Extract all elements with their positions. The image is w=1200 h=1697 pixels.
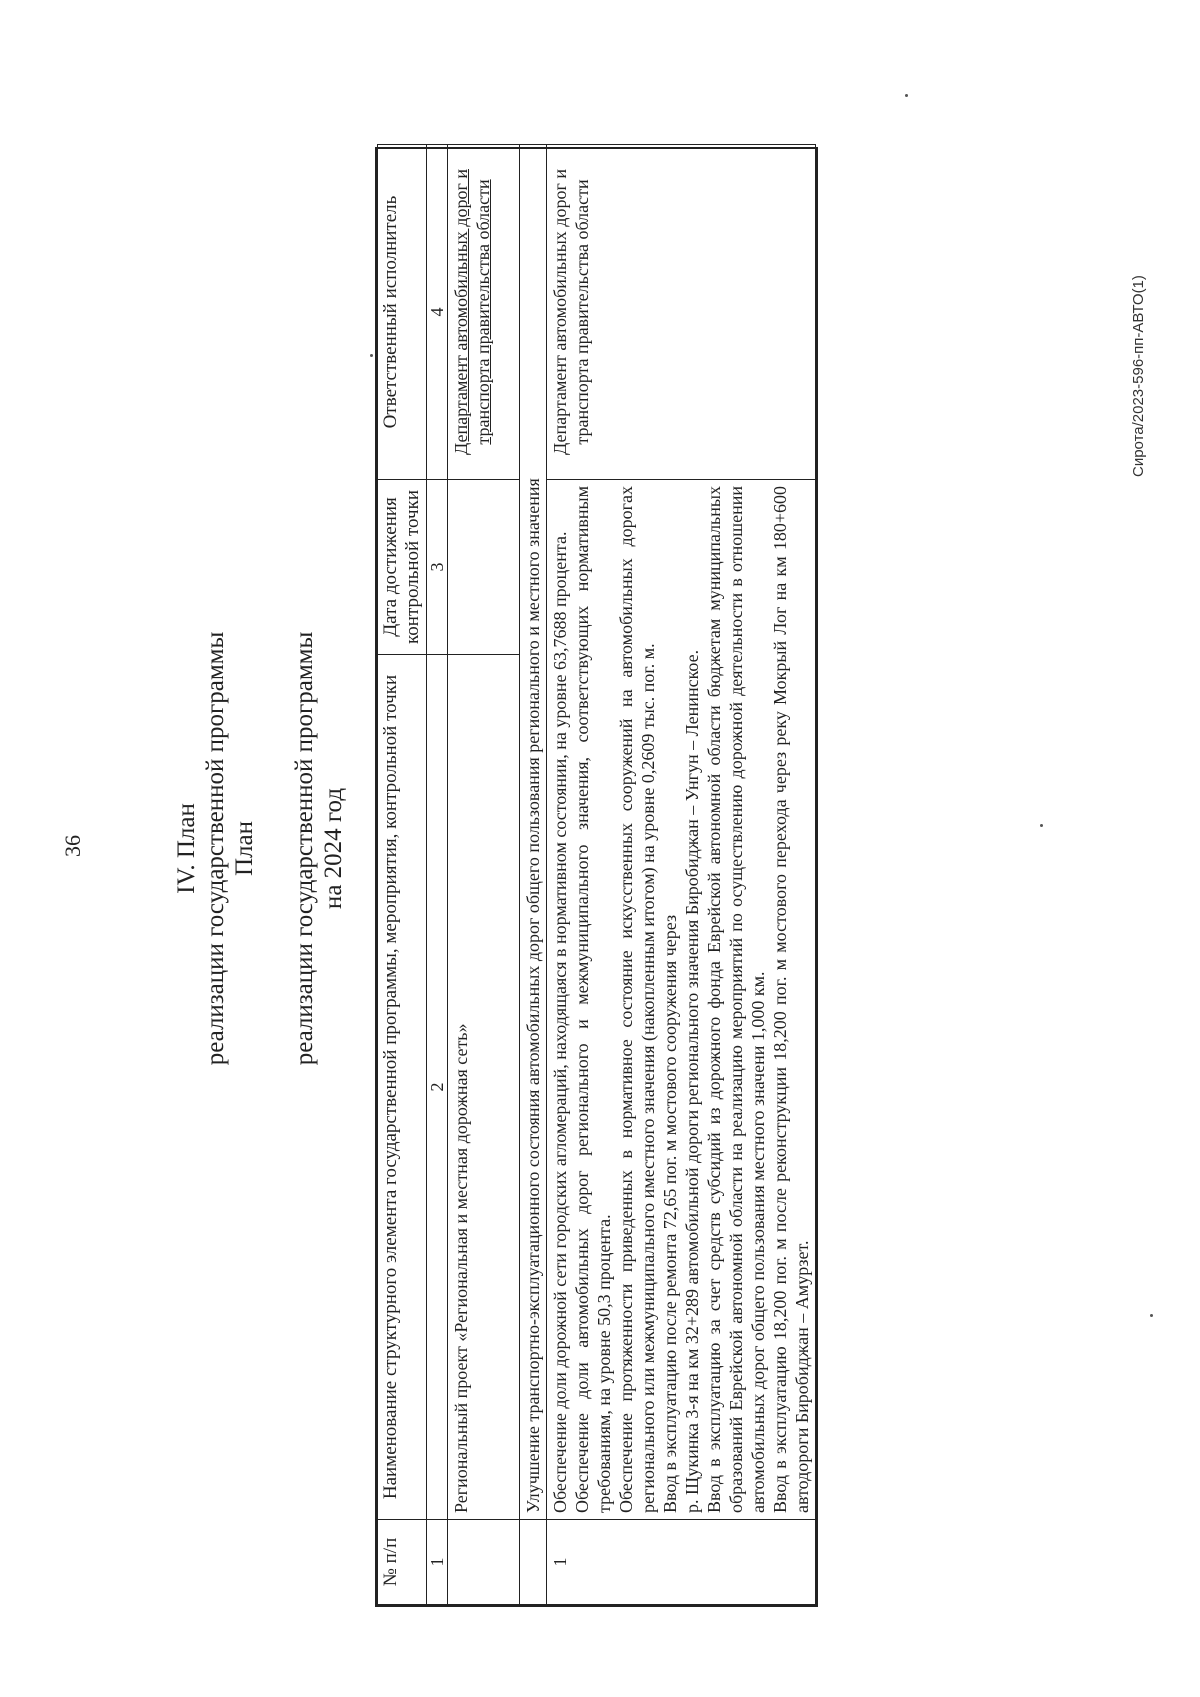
item-line: Ввод в эксплуатацию 18,200 пог. м после реконструкции 18,200 пог. м мостового перехода через реку Мокрый Лог на км 180+600 автодороги Биробиджан – Амурзет. (770, 486, 812, 1513)
scan-speck (1040, 824, 1043, 827)
col-number: 1 (427, 1520, 448, 1605)
title-line: План (231, 821, 258, 877)
table-header-row (378, 145, 427, 1605)
goal-num-cell (520, 1520, 547, 1605)
scan-speck (370, 354, 373, 357)
page-number: 36 (60, 835, 85, 857)
item-line: Обеспечение доли автомобильных дорог регионального и межмуниципального значения, соответствующих нормативным требованиям, на уровне 50,3 процента. (572, 486, 614, 1513)
header-name: Наименование структурного элемента государственной программы, мероприятия, контрольной точки (378, 655, 427, 1520)
header-date: Дата достижения контрольной точки (378, 480, 427, 655)
item-line: р. Щукинка 3-я на км 32+289 автомобильной дороги регионального значения Биробиджан – Унгун – Ленинское. (682, 649, 702, 1513)
title-line: IV. План (173, 803, 200, 894)
item-responsible: Департамент автомобильных дорог и транспорта правительства области (547, 145, 816, 480)
column-number-row (427, 145, 448, 1605)
header-num: № п/п (378, 1520, 427, 1605)
item-row (547, 145, 816, 1605)
footer-code: Сирота/2023-596-пп-АВТО(1) (1130, 275, 1147, 477)
item-description (547, 480, 816, 1520)
item-line: Обеспечение доли дорожной сети городских агломераций, находящаяся в нормативном состоянии, на уровне 63,7688 процента. (550, 531, 570, 1513)
col-number: 4 (427, 145, 448, 480)
item-line: Обеспечение протяженности приведенных в нормативное состояние искусственных сооружений на автомобильных дорогах регионального или межмуниципального иместного значения (накопленным итогом) на уровне 0,2609 тыс. пог. м. (616, 486, 658, 1513)
project-date-cell (448, 480, 520, 655)
project-num-cell (448, 1520, 520, 1605)
title-line: реализации государственной программы (202, 631, 229, 1066)
item-line: Ввод в эксплуатацию за счет средств субсидий из дорожного фонда Еврейской автономной области бюджетам муниципальных образований Еврейской автономной области на реализацию мероприятий по осуществлению дорожной деятельности в отношении автомобильных дорог общего пользования местного значени 1,000 км. (704, 486, 768, 1513)
goal-row (520, 145, 547, 1605)
project-responsible: Департамент автомобильных дорог и транспорта правительства области (448, 145, 520, 480)
scan-speck (1150, 1314, 1153, 1317)
header-responsible: Ответственный исполнитель (378, 145, 427, 480)
item-line: Ввод в эксплуатацию после ремонта 72,65 пог. м мостового сооружения через (660, 914, 680, 1513)
document-subtitle (290, 0, 348, 1697)
col-number: 2 (427, 655, 448, 1520)
subtitle-line: на 2024 год (320, 787, 347, 910)
plan-table (375, 147, 818, 1607)
project-row (448, 145, 520, 1605)
subtitle-line: реализации государственной программы (291, 631, 318, 1066)
scan-speck (905, 94, 908, 97)
project-name: Региональный проект «Региональная и местная дорожная сеть» (448, 655, 520, 1520)
col-number: 3 (427, 480, 448, 655)
goal-text: Улучшение транспортно-эксплуатационного состояния автомобильных дорог общего пользования регионального и местного значения (520, 145, 547, 1520)
item-num: 1 (547, 1520, 816, 1605)
document-title (172, 0, 259, 1697)
